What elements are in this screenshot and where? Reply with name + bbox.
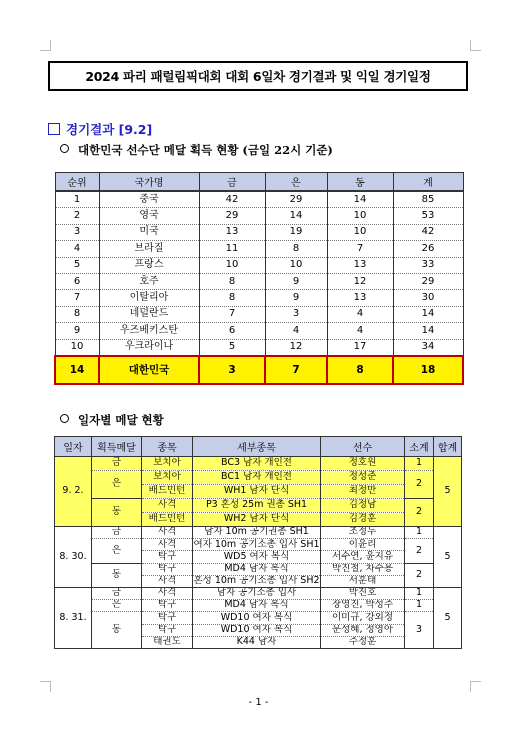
standings-cell: 17 [327, 339, 393, 356]
event-cell: 남자 공기소총 입사 [193, 587, 321, 599]
standings-row [55, 339, 463, 356]
standings-cell: 6 [199, 323, 265, 339]
subtotal-cell: 1 [405, 527, 434, 539]
subtotal-cell: 2 [405, 539, 434, 563]
standings-cell: 13 [199, 224, 265, 240]
athlete-cell: 주정훈 [321, 636, 405, 648]
standings-cell: 우즈베키스탄 [99, 323, 199, 339]
standings-cell: 11 [199, 241, 265, 257]
margin-mark-top-left [40, 40, 51, 51]
standings-row [55, 208, 463, 224]
event-cell: WH1 남자 단식 [193, 485, 321, 499]
square-bullet-icon [48, 123, 60, 135]
korea-cell: 7 [265, 356, 327, 384]
event-cell: 남자 10m 공기권총 SH1 [193, 527, 321, 539]
standings-cell: 브라질 [99, 241, 199, 257]
sport-cell: 탁구 [142, 563, 193, 575]
standings-row [55, 273, 463, 289]
page-number: - 1 - [248, 697, 269, 708]
athlete-cell: 서훈태 [321, 575, 405, 587]
athlete-cell: 정성준 [321, 471, 405, 485]
medal-type-cell: 동 [92, 563, 142, 587]
total-cell: 5 [434, 587, 462, 648]
standings-cell: 4 [265, 323, 327, 339]
sport-cell: 탁구 [142, 612, 193, 624]
subtotal-cell: 2 [405, 471, 434, 499]
korea-row [55, 356, 463, 384]
standings-cell: 34 [393, 339, 463, 356]
standings-cell: 14 [327, 191, 393, 208]
header-event: 세부종목 [193, 437, 321, 457]
sport-cell: 사격 [142, 587, 193, 599]
athlete-cell: 서수연, 윤지유 [321, 551, 405, 563]
event-cell: BC3 남자 개인전 [193, 457, 321, 471]
standings-cell: 29 [393, 273, 463, 289]
standings-cell: 13 [327, 257, 393, 273]
standings-cell: 7 [199, 306, 265, 322]
korea-cell: 3 [199, 356, 265, 384]
standings-row [55, 241, 463, 257]
standings-cell: 14 [393, 323, 463, 339]
standings-cell: 8 [55, 306, 99, 322]
korea-cell: 8 [327, 356, 393, 384]
event-cell: K44 남자 [193, 636, 321, 648]
standings-cell: 6 [55, 273, 99, 289]
sport-cell: 사격 [142, 575, 193, 587]
header-country: 국가명 [99, 173, 199, 192]
standings-cell: 10 [327, 208, 393, 224]
medal-row [55, 527, 462, 539]
medal-row [55, 499, 462, 513]
date-cell: 8. 30. [55, 527, 92, 588]
circle-bullet-icon [60, 144, 69, 153]
header-medal: 획득메달 [92, 437, 142, 457]
total-cell: 5 [434, 527, 462, 588]
header-sport: 종목 [142, 437, 193, 457]
athlete-cell: 이윤리 [321, 539, 405, 551]
medal-type-cell: 동 [92, 612, 142, 649]
sport-cell: 탁구 [142, 624, 193, 636]
section-heading-text: 경기결과 [9.2] [66, 122, 153, 137]
sport-cell: 탁구 [142, 600, 193, 612]
daily-heading-text: 일자별 메달 현황 [78, 413, 164, 427]
subtotal-cell: 3 [405, 612, 434, 649]
korea-cell: 18 [393, 356, 463, 384]
standings-row [55, 323, 463, 339]
header-rank: 순위 [55, 173, 99, 192]
medal-row [55, 600, 462, 612]
athlete-cell: 조정두 [321, 527, 405, 539]
event-cell: WH2 남자 단식 [193, 513, 321, 527]
medal-row [55, 587, 462, 599]
standings-cell: 이탈리아 [99, 290, 199, 306]
medal-type-cell: 은 [92, 539, 142, 563]
athlete-cell: 정호원 [321, 457, 405, 471]
standings-cell: 2 [55, 208, 99, 224]
standings-cell: 1 [55, 191, 99, 208]
subtotal-cell: 1 [405, 457, 434, 471]
standings-cell: 14 [393, 306, 463, 322]
subtotal-cell: 1 [405, 587, 434, 599]
standings-heading [60, 142, 333, 158]
medal-row [55, 563, 462, 575]
athlete-cell: 김정남 [321, 499, 405, 513]
subtotal-cell: 1 [405, 600, 434, 612]
medal-row [55, 457, 462, 471]
standings-cell: 12 [265, 339, 327, 356]
standings-cell: 26 [393, 241, 463, 257]
header-total: 계 [393, 173, 463, 192]
margin-mark-top-right [470, 40, 481, 51]
medal-standings-table [54, 172, 464, 385]
standings-cell: 29 [199, 208, 265, 224]
standings-cell: 프랑스 [99, 257, 199, 273]
event-cell: WD10 여자 복식 [193, 612, 321, 624]
event-cell: P3 혼성 25m 권총 SH1 [193, 499, 321, 513]
standings-cell: 8 [199, 273, 265, 289]
event-cell: MD4 남자 복식 [193, 600, 321, 612]
standings-cell: 3 [265, 306, 327, 322]
event-cell: WD10 여자 복식 [193, 624, 321, 636]
standings-row [55, 290, 463, 306]
standings-cell: 7 [55, 290, 99, 306]
sport-cell: 탁구 [142, 551, 193, 563]
athlete-cell: 문성혜, 정영아 [321, 624, 405, 636]
sport-cell: 배드민턴 [142, 513, 193, 527]
subtotal-cell: 2 [405, 563, 434, 587]
sport-cell: 보치아 [142, 457, 193, 471]
athlete-cell: 장영진, 박성주 [321, 600, 405, 612]
medal-type-cell: 동 [92, 499, 142, 527]
standings-cell: 9 [265, 273, 327, 289]
standings-cell: 10 [199, 257, 265, 273]
standings-cell: 30 [393, 290, 463, 306]
standings-cell: 7 [327, 241, 393, 257]
standings-cell: 9 [55, 323, 99, 339]
standings-row [55, 224, 463, 240]
section-heading [48, 120, 152, 138]
total-cell: 5 [434, 457, 462, 527]
medal-type-cell: 금 [92, 527, 142, 539]
standings-cell: 10 [265, 257, 327, 273]
standings-cell: 10 [55, 339, 99, 356]
medal-type-cell: 금 [92, 457, 142, 471]
medal-type-cell: 은 [92, 600, 142, 612]
standings-row [55, 306, 463, 322]
standings-cell: 영국 [99, 208, 199, 224]
event-cell: BC1 남자 개인전 [193, 471, 321, 485]
medal-row [55, 612, 462, 624]
standings-cell: 중국 [99, 191, 199, 208]
medal-type-cell: 은 [92, 471, 142, 499]
standings-cell: 19 [265, 224, 327, 240]
standings-cell: 13 [327, 290, 393, 306]
sport-cell: 사격 [142, 527, 193, 539]
korea-cell: 14 [55, 356, 99, 384]
standings-cell: 29 [265, 191, 327, 208]
standings-cell: 3 [55, 224, 99, 240]
standings-cell: 4 [55, 241, 99, 257]
standings-cell: 10 [327, 224, 393, 240]
standings-cell: 5 [55, 257, 99, 273]
standings-cell: 9 [265, 290, 327, 306]
medal-type-cell: 금 [92, 587, 142, 599]
standings-row [55, 191, 463, 208]
standings-cell: 53 [393, 208, 463, 224]
sport-cell: 태권도 [142, 636, 193, 648]
margin-mark-bottom-left [40, 681, 51, 692]
header-sum: 합계 [434, 437, 462, 457]
athlete-cell: 박진철, 차수용 [321, 563, 405, 575]
standings-cell: 미국 [99, 224, 199, 240]
event-cell: WD5 여자 복식 [193, 551, 321, 563]
header-gold: 금 [199, 173, 265, 192]
circle-bullet-icon [60, 414, 69, 423]
medal-row [55, 539, 462, 551]
header-date: 일자 [55, 437, 92, 457]
standings-cell: 네덜란드 [99, 306, 199, 322]
sport-cell: 배드민턴 [142, 485, 193, 499]
standings-cell: 12 [327, 273, 393, 289]
medal-row [55, 471, 462, 485]
header-silver: 은 [265, 173, 327, 192]
standings-cell: 42 [199, 191, 265, 208]
daily-medal-table [54, 436, 462, 649]
standings-cell: 5 [199, 339, 265, 356]
standings-cell: 4 [327, 306, 393, 322]
standings-cell: 85 [393, 191, 463, 208]
standings-cell: 4 [327, 323, 393, 339]
daily-heading [60, 412, 164, 428]
header-subtotal: 소계 [405, 437, 434, 457]
standings-cell: 우크라이나 [99, 339, 199, 356]
standings-heading-text: 대한민국 선수단 메달 획득 현황 (금일 22시 기준) [78, 143, 333, 157]
sport-cell: 사격 [142, 499, 193, 513]
date-cell: 9. 2. [55, 457, 92, 527]
document-title: 2024 파리 패럴림픽대회 대회 6일차 경기결과 및 익일 경기일정 [48, 61, 468, 91]
header-athlete: 선수 [321, 437, 405, 457]
header-bronze: 동 [327, 173, 393, 192]
event-cell: 여자 10m 공기소총 입사 SH1 [193, 538, 320, 550]
standings-cell: 8 [199, 290, 265, 306]
athlete-cell: 박진호 [321, 587, 405, 599]
standings-row [55, 257, 463, 273]
margin-mark-bottom-right [470, 681, 481, 692]
korea-cell: 대한민국 [99, 356, 199, 384]
standings-cell: 14 [265, 208, 327, 224]
standings-cell: 33 [393, 257, 463, 273]
athlete-cell: 최정만 [321, 485, 405, 499]
athlete-cell: 김경훈 [321, 513, 405, 527]
standings-cell: 42 [393, 224, 463, 240]
event-cell: MD4 남자 복식 [193, 563, 321, 575]
event-cell: 혼성 10m 공기소총 입사 SH2 [193, 575, 320, 587]
sport-cell: 보치아 [142, 471, 193, 485]
athlete-cell: 이미규, 강외정 [321, 612, 405, 624]
standings-cell: 8 [265, 241, 327, 257]
sport-cell: 사격 [142, 539, 193, 551]
date-cell: 8. 31. [55, 587, 92, 648]
standings-cell: 호주 [99, 273, 199, 289]
subtotal-cell: 2 [405, 499, 434, 527]
